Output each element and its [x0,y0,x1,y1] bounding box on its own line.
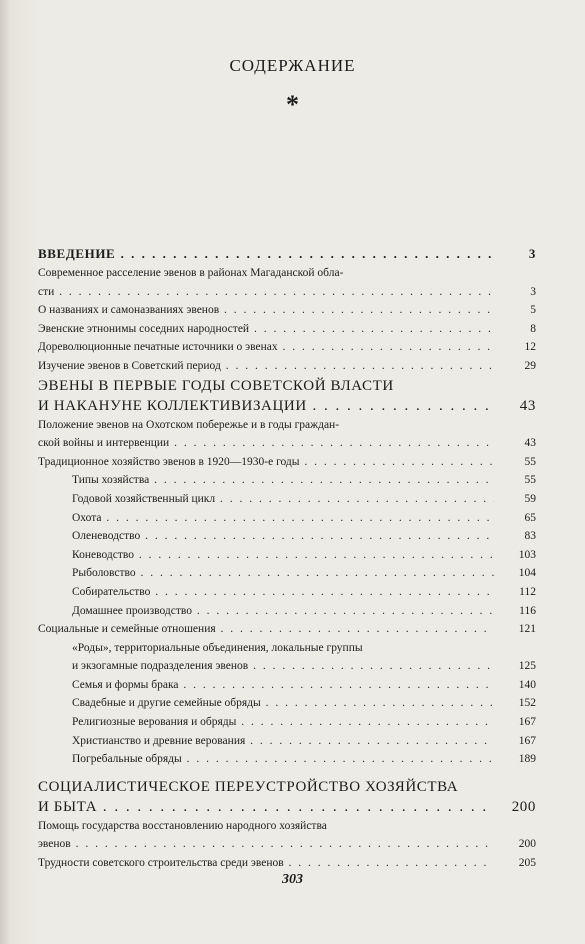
toc-entry-page: 125 [518,660,536,673]
toc-entry-title: ЭВЕНЫ В ПЕРВЫЕ ГОДЫ СОВЕТСКОЙ ВЛАСТИ [38,377,394,394]
toc-entry-title: Изучение эвенов в Советский период . . . [38,357,494,376]
toc-entry-title: Положение эвенов на Охотском побережье и в годы граждан- [38,418,340,431]
toc-entry-title: и экзогамные подразделения эвенов . . . [72,657,494,676]
toc-entry [38,854,538,873]
toc-entry [38,527,538,546]
toc-entry-page: 140 [518,678,536,691]
toc-entry-page: 43 [524,437,536,450]
toc-entry [38,713,538,732]
table-of-contents [38,244,538,873]
toc-entry-page: 103 [518,548,536,561]
toc-entry-title: Социальные и семейные отношения . . . [38,620,494,639]
toc-entry-title: Традиционное хозяйство эвенов в 1920—1930-е годы . . . [38,453,494,472]
toc-entry-page: 121 [518,623,536,636]
toc-entry-page: 200 [518,838,536,851]
toc-entry-page: 8 [530,322,536,335]
ornament-asterisk: * [286,90,299,119]
toc-entry-title: Годовой хозяйственный цикл . . . [72,490,494,509]
toc-entry-page: 55 [524,455,536,468]
toc-entry [38,490,538,509]
toc-entry [38,620,538,639]
toc-entry-title: Погребальные обряды . . . [72,750,494,769]
toc-entry-page: 43 [519,397,536,414]
toc-entry-page: 65 [524,511,536,524]
page-title: СОДЕРЖАНИЕ [229,56,356,75]
toc-entry-title: И БЫТА . . . [38,797,494,817]
toc-entry-page: 3 [530,285,536,298]
toc-entry-title: И НАКАНУНЕ КОЛЛЕКТИВИЗАЦИИ . . . [38,396,494,416]
toc-entry-page: 200 [511,798,536,815]
toc-entry [38,264,538,283]
toc-entry [38,694,538,713]
toc-entry-page: 12 [524,341,536,354]
toc-entry-title: СОЦИАЛИСТИЧЕСКОЕ ПЕРЕУСТРОЙСТВО ХОЗЯЙСТВА [38,778,459,795]
toc-entry-title: Коневодство . . . [72,546,494,565]
toc-entry-page: 5 [530,304,536,317]
toc-entry [38,244,538,264]
toc-entry-title: Эвенские этнонимы соседних народностей . . . [38,320,494,339]
toc-entry [38,357,538,376]
toc-entry-title: Дореволюционные печатные источники о эвенах . . . [38,338,494,357]
toc-entry-title: Современное расселение эвенов в районах Магаданской обла- [38,267,344,279]
page-number: 303 [282,872,303,887]
toc-entry [38,583,538,602]
toc-entry [38,750,538,769]
toc-entry [38,301,538,320]
toc-section-heading [38,797,538,817]
toc-entry [38,639,538,658]
toc-entry-page: 3 [528,246,536,261]
toc-entry-title: Охота . . . [72,509,494,528]
toc-entry-title: Помощь государства восстановлению народного хозяйства [38,819,327,832]
toc-entry-title: Оленеводство . . . [72,527,494,546]
toc-entry [38,509,538,528]
toc-section-heading [38,376,538,396]
toc-entry-title: Домашнее производство . . . [72,602,494,621]
toc-section-heading [38,396,538,416]
toc-entry-title: эвенов . . . [38,835,494,854]
toc-entry-title: Собирательство . . . [72,583,494,602]
toc-entry-page: 59 [524,492,536,505]
toc-entry [38,471,538,490]
toc-entry-page: 167 [518,716,536,729]
toc-entry-title: Трудности советского строительства среди эвенов . . . [38,854,494,873]
toc-entry-page: 189 [518,753,536,766]
toc-section-heading [38,777,538,797]
toc-entry-title: Религиозные верования и обряды . . . [72,713,494,732]
toc-entry [38,546,538,565]
toc-entry-title: Типы хозяйства . . . [72,471,494,490]
toc-entry [38,817,538,836]
toc-entry-page: 112 [519,585,536,598]
toc-entry-page: 152 [518,697,536,710]
toc-entry [38,416,538,435]
toc-entry [38,453,538,472]
toc-entry-title: Свадебные и другие семейные обряды . . . [72,694,494,713]
toc-entry [38,320,538,339]
toc-entry-page: 116 [519,604,536,617]
toc-entry-page: 205 [518,857,536,870]
toc-entry [38,564,538,583]
toc-entry-page: 29 [524,359,536,372]
toc-entry [38,338,538,357]
toc-entry-page: 83 [524,530,536,543]
toc-entry [38,732,538,751]
toc-entry-title: О названиях и самоназваниях эвенов . . . [38,301,494,320]
toc-entry-title: ской войны и интервенции . . . [38,434,494,453]
toc-entry-page: 167 [518,734,536,747]
toc-entry-title: «Роды», территориальные объединения, локальные группы [72,641,363,654]
toc-entry [38,602,538,621]
toc-entry-page: 55 [524,474,536,487]
toc-entry [38,835,538,854]
toc-entry-title: Семья и формы брака . . . [72,676,494,695]
toc-entry-title: Рыболовство . . . [72,564,494,583]
toc-entry-title: сти . . . [38,283,494,302]
toc-entry-title: Христианство и древние верования . . . [72,732,494,751]
toc-entry [38,434,538,453]
toc-entry-title: ВВЕДЕНИЕ . . . [38,244,494,264]
toc-entry [38,283,538,302]
toc-entry [38,657,538,676]
toc-entry-page: 104 [518,567,536,580]
toc-entry [38,676,538,695]
